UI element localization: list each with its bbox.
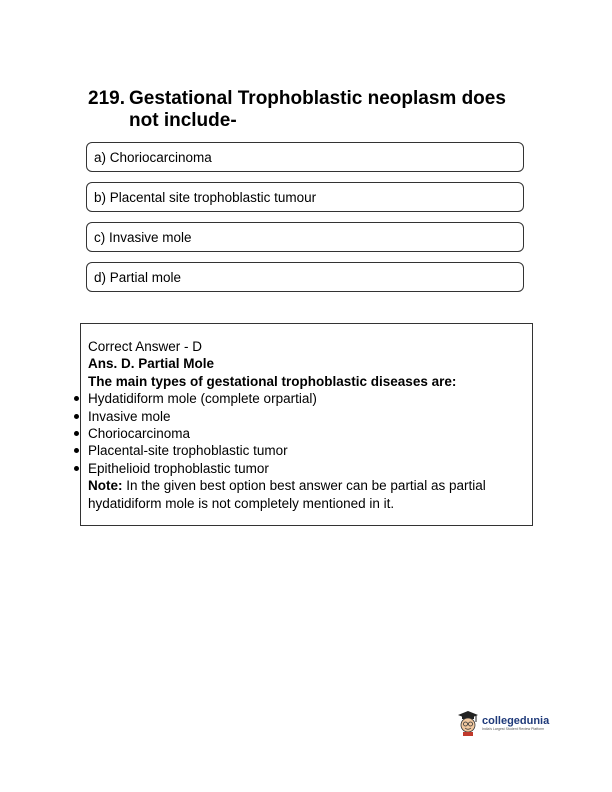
option-a[interactable]: a) Choriocarcinoma [86,142,524,172]
answer-note [88,477,528,512]
bullet-icon [74,414,79,419]
bullet-icon [74,431,79,436]
list-item: Invasive mole [88,408,528,425]
collegedunia-logo[interactable] [457,708,549,738]
list-item: Hydatidiform mole (complete orpartial) [88,390,528,407]
brand-name: collegedunia [482,714,550,727]
option-d[interactable]: d) Partial mole [86,262,524,292]
question [88,88,528,132]
bullet-icon [74,466,79,471]
note-text: In the given best option best answer can be partial as partial hydatidiform mole is not completely mentioned in it. [88,478,486,511]
disease-list [88,390,528,477]
answer-heading: Ans. D. Partial Mole [88,356,215,372]
brand-tagline: India's Largest Student Review Platform [482,726,545,731]
list-item: Placental-site trophoblastic tumor [88,442,528,459]
option-b[interactable]: b) Placental site trophoblastic tumour [86,182,524,212]
question-number: 219. [88,88,125,109]
note-label: Note: [88,478,123,494]
list-item: Epithelioid trophoblastic tumor [88,460,528,477]
correct-answer: Correct Answer - D [88,339,203,354]
answer-subheading: The main types of gestational trophoblastic diseases are: [88,373,457,389]
question-text: Gestational Trophoblastic neoplasm does not include- [129,88,506,131]
mascot-icon [457,710,479,736]
bullet-icon [74,396,79,401]
answer-content [88,338,528,512]
list-item: Choriocarcinoma [88,425,528,442]
bullet-icon [74,448,79,453]
option-c[interactable]: c) Invasive mole [86,222,524,252]
